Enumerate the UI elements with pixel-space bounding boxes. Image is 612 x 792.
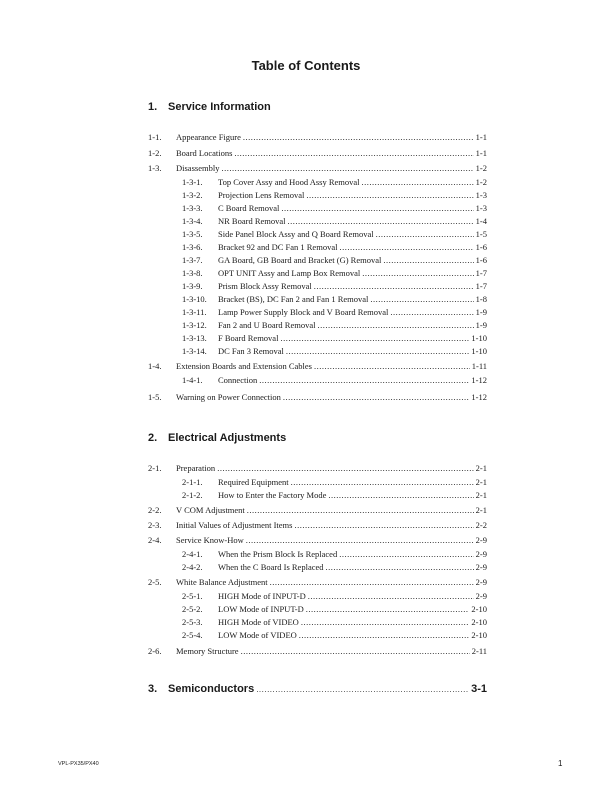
entry-label: NR Board Removal	[218, 216, 286, 226]
leader-dots	[326, 561, 474, 573]
toc-entry[interactable]	[148, 576, 487, 588]
entry-page: 1-9	[475, 320, 487, 330]
toc-subentry[interactable]	[182, 561, 487, 573]
entry-number: 1-3-12.	[182, 320, 207, 330]
entry-number: 1-3-4.	[182, 216, 203, 226]
toc-subentry[interactable]	[182, 202, 487, 214]
leader-dots	[306, 189, 473, 201]
entry-number: 1-4.	[148, 361, 162, 371]
section-number: 1.	[148, 101, 158, 113]
leader-dots	[221, 162, 473, 174]
entry-number: 2-5-4.	[182, 630, 203, 640]
entry-label: LOW Mode of INPUT-D	[218, 604, 304, 614]
entry-label: Projection Lens Removal	[218, 190, 305, 200]
entry-label: Appearance Figure	[176, 132, 241, 142]
entry-page: 1-11	[471, 361, 487, 371]
entry-page: 2-2	[475, 520, 487, 530]
leader-dots	[376, 228, 474, 240]
entry-label: V COM Adjustment	[176, 505, 245, 515]
entry-page: 2-9	[475, 562, 487, 572]
leader-dots	[234, 147, 473, 159]
entry-number: 1-3-3.	[182, 203, 203, 213]
leader-dots	[390, 306, 473, 318]
entry-number: 1-2.	[148, 148, 162, 158]
entry-page: 1-6	[475, 255, 487, 265]
page-title: Table of Contents	[251, 58, 361, 73]
entry-number: 1-3-5.	[182, 229, 203, 239]
section-title: Service Information	[168, 101, 271, 113]
toc-entry[interactable]	[148, 462, 487, 474]
entry-page: 1-10	[471, 346, 487, 356]
entry-page: 1-5	[475, 229, 487, 239]
entry-label: OPT UNIT Assy and Lamp Box Removal	[218, 268, 361, 278]
entry-page: 1-10	[471, 333, 487, 343]
entry-label: Board Locations	[176, 148, 233, 158]
entry-label: When the C Board Is Replaced	[218, 562, 324, 572]
leader-dots	[299, 629, 470, 641]
entry-label: Disassembly	[176, 163, 220, 173]
entry-page: 2-1	[475, 505, 487, 515]
entry-label: How to Enter the Factory Mode	[218, 490, 327, 500]
entry-page: 1-7	[475, 281, 487, 291]
entry-number: 1-3.	[148, 163, 162, 173]
entry-number: 1-3-2.	[182, 190, 203, 200]
entry-number: 2-1-1.	[182, 477, 203, 487]
entry-label: Lamp Power Supply Block and V Board Removal	[218, 307, 389, 317]
leader-dots	[362, 267, 473, 279]
entry-label: Memory Structure	[176, 646, 239, 656]
leader-dots	[301, 616, 470, 628]
entry-number: 2-1.	[148, 463, 162, 473]
entry-number: 1-3-13.	[182, 333, 207, 343]
entry-number: 2-3.	[148, 520, 162, 530]
leader-dots	[256, 685, 469, 694]
toc-subentry[interactable]	[182, 215, 487, 227]
entry-label: Bracket 92 and DC Fan 1 Removal	[218, 242, 338, 252]
toc-subentry[interactable]	[182, 489, 487, 501]
entry-label: Initial Values of Adjustment Items	[176, 520, 293, 530]
entry-page: 2-1	[475, 490, 487, 500]
leader-dots	[294, 519, 473, 531]
entry-number: 1-4-1.	[182, 375, 203, 385]
leader-dots	[280, 332, 469, 344]
entry-page: 2-1	[475, 477, 487, 487]
entry-page: 3-1	[471, 683, 487, 695]
leader-dots	[259, 374, 469, 386]
leader-dots	[306, 603, 470, 615]
entry-page: 2-11	[471, 646, 487, 656]
toc-subentry[interactable]	[182, 176, 487, 188]
entry-page: 2-10	[471, 604, 487, 614]
entry-number: 2-5.	[148, 577, 162, 587]
entry-label: Side Panel Block Assy and Q Board Removal	[218, 229, 374, 239]
entry-number: 2-5-2.	[182, 604, 203, 614]
toc-entry[interactable]	[148, 645, 487, 657]
footer-page-number: 1	[558, 759, 563, 768]
leader-dots	[339, 548, 473, 560]
leader-dots	[241, 645, 470, 657]
toc-subentry[interactable]	[182, 306, 487, 318]
entry-label: Service Know-How	[176, 535, 244, 545]
entry-number: 2-1-2.	[182, 490, 203, 500]
entry-number: 2-4-2.	[182, 562, 203, 572]
toc-entry[interactable]	[148, 391, 487, 403]
section-title: Semiconductors	[168, 683, 255, 695]
section-title: Electrical Adjustments	[168, 432, 287, 444]
entry-page: 1-4	[475, 216, 487, 226]
toc-subentry[interactable]	[182, 548, 487, 560]
entry-number: 2-4-1.	[182, 549, 203, 559]
toc-entry[interactable]	[148, 519, 487, 531]
leader-dots	[286, 345, 470, 357]
entry-page: 2-10	[471, 630, 487, 640]
entry-label: Top Cover Assy and Hood Assy Removal	[218, 177, 360, 187]
leader-dots	[283, 391, 470, 403]
entry-number: 2-2.	[148, 505, 162, 515]
entry-number: 2-6.	[148, 646, 162, 656]
footer-model: VPL-PX35/PX40	[58, 761, 99, 767]
entry-label: Required Equipment	[218, 477, 289, 487]
entry-number: 2-5-3.	[182, 617, 203, 627]
toc-entry[interactable]	[148, 131, 487, 143]
toc-subentry[interactable]	[182, 189, 487, 201]
leader-dots	[247, 504, 474, 516]
toc-subentry[interactable]	[182, 280, 487, 292]
leader-dots	[308, 590, 474, 602]
entry-number: 1-1.	[148, 132, 162, 142]
entry-number: 1-3-11.	[182, 307, 207, 317]
section-3-entry[interactable]	[148, 683, 487, 695]
toc-subentry[interactable]	[182, 590, 487, 602]
leader-dots	[339, 241, 473, 253]
entry-page: 1-2	[475, 163, 487, 173]
leader-dots	[328, 489, 473, 501]
toc-subentry[interactable]	[182, 616, 487, 628]
entry-page: 1-8	[475, 294, 487, 304]
entry-page: 2-10	[471, 617, 487, 627]
entry-number: 1-3-7.	[182, 255, 203, 265]
leader-dots	[246, 534, 474, 546]
toc-subentry[interactable]	[182, 319, 487, 331]
toc-subentry[interactable]	[182, 629, 487, 641]
entry-number: 1-5.	[148, 392, 162, 402]
leader-dots	[291, 476, 474, 488]
toc-subentry[interactable]	[182, 254, 487, 266]
section-number: 3.	[148, 683, 158, 695]
leader-dots	[318, 319, 474, 331]
entry-label: Connection	[218, 375, 258, 385]
entry-label: When the Prism Block Is Replaced	[218, 549, 338, 559]
leader-dots	[281, 202, 473, 214]
entry-label: Prism Block Assy Removal	[218, 281, 312, 291]
leader-dots	[288, 215, 474, 227]
leader-dots	[314, 360, 470, 372]
leader-dots	[362, 176, 474, 188]
section-2-heading	[148, 432, 286, 444]
leader-dots	[383, 254, 473, 266]
entry-label: White Balance Adjustment	[176, 577, 268, 587]
leader-dots	[270, 576, 474, 588]
entry-page: 1-3	[475, 190, 487, 200]
entry-label: HIGH Mode of VIDEO	[218, 617, 299, 627]
entry-number: 1-3-8.	[182, 268, 203, 278]
toc-subentry[interactable]	[182, 476, 487, 488]
entry-label: GA Board, GB Board and Bracket (G) Removal	[218, 255, 382, 265]
entry-page: 1-12	[471, 392, 487, 402]
toc-entry[interactable]	[148, 534, 487, 546]
entry-page: 2-1	[475, 463, 487, 473]
toc-subentry[interactable]	[182, 241, 487, 253]
entry-page: 2-9	[475, 549, 487, 559]
entry-page: 2-9	[475, 535, 487, 545]
entry-number: 1-3-14.	[182, 346, 207, 356]
entry-label: F Board Removal	[218, 333, 279, 343]
toc-subentry[interactable]	[182, 293, 487, 305]
entry-page: 1-1	[475, 148, 487, 158]
section-number: 2.	[148, 432, 158, 444]
entry-number: 1-3-6.	[182, 242, 203, 252]
toc-subentry[interactable]	[182, 603, 487, 615]
entry-page: 1-9	[475, 307, 487, 317]
entry-label: Warning on Power Connection	[176, 392, 281, 402]
section-1-heading	[148, 101, 271, 113]
toc-subentry[interactable]	[182, 374, 487, 386]
toc-subentry[interactable]	[182, 345, 487, 357]
entry-page: 1-2	[475, 177, 487, 187]
entry-label: LOW Mode of VIDEO	[218, 630, 297, 640]
entry-page: 2-9	[475, 591, 487, 601]
entry-label: C Board Removal	[218, 203, 280, 213]
entry-number: 1-3-10.	[182, 294, 207, 304]
leader-dots	[370, 293, 473, 305]
toc-subentry[interactable]	[182, 267, 487, 279]
entry-label: Preparation	[176, 463, 216, 473]
entry-page: 2-9	[475, 577, 487, 587]
toc-entry[interactable]	[148, 504, 487, 516]
toc-entry[interactable]	[148, 360, 487, 372]
entry-page: 1-6	[475, 242, 487, 252]
entry-label: HIGH Mode of INPUT-D	[218, 591, 306, 601]
leader-dots	[217, 462, 473, 474]
toc-entry[interactable]	[148, 162, 487, 174]
entry-number: 2-4.	[148, 535, 162, 545]
toc-subentry[interactable]	[182, 332, 487, 344]
toc-subentry[interactable]	[182, 228, 487, 240]
entry-label: Extension Boards and Extension Cables	[176, 361, 312, 371]
entry-number: 1-3-9.	[182, 281, 203, 291]
entry-page: 1-3	[475, 203, 487, 213]
entry-number: 1-3-1.	[182, 177, 203, 187]
entry-label: Bracket (BS), DC Fan 2 and Fan 1 Removal	[218, 294, 369, 304]
entry-label: Fan 2 and U Board Removal	[218, 320, 316, 330]
entry-page: 1-7	[475, 268, 487, 278]
leader-dots	[314, 280, 474, 292]
toc-entry[interactable]	[148, 147, 487, 159]
entry-number: 2-5-1.	[182, 591, 203, 601]
entry-label: DC Fan 3 Removal	[218, 346, 284, 356]
entry-page: 1-1	[475, 132, 487, 142]
leader-dots	[243, 131, 474, 143]
entry-page: 1-12	[471, 375, 487, 385]
